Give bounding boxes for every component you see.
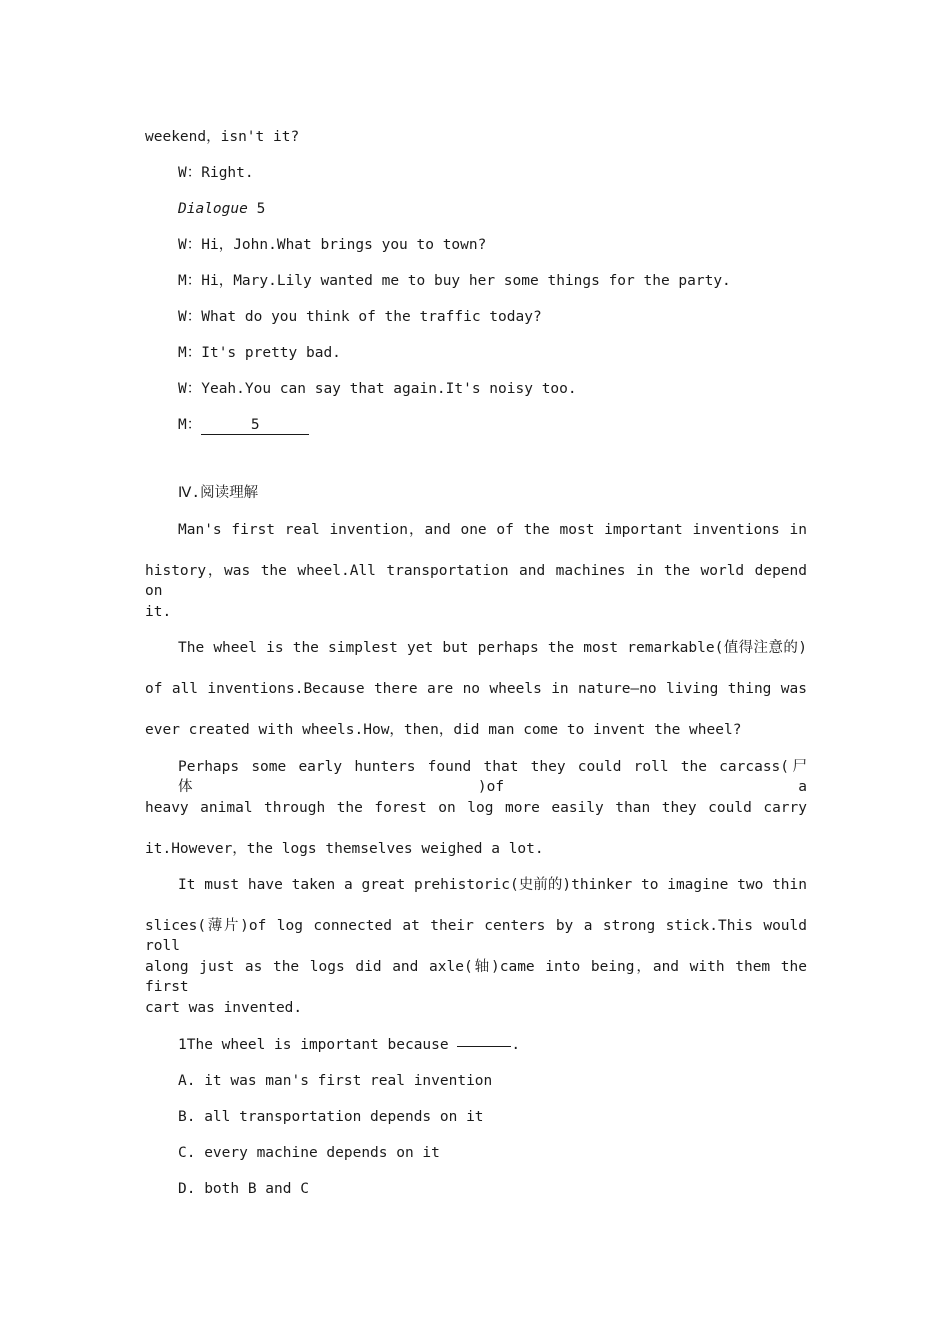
- paragraph-4-line-2: slices(薄片)of log connected at their centers by a strong stick.This would roll: [145, 918, 807, 954]
- dialogue-5-title: [178, 199, 265, 219]
- answer-blank-5: 5: [201, 416, 309, 435]
- paragraph-2-line-1: The wheel is the simplest yet but perhaps the most remarkable(值得注意的): [178, 640, 807, 656]
- paragraph-1-line-2: history，was the wheel.All transportation and machines in the world depend on: [145, 563, 807, 599]
- paragraph-3-line-3: it.However，the logs themselves weighed a lot.: [145, 841, 544, 857]
- question-option-b: B. all transportation depends on it: [178, 1109, 484, 1125]
- paragraph-4-line-3: along just as the logs did and axle(轴)came into being，and with them the first: [145, 959, 807, 995]
- dialogue-line: M：Hi，Mary.Lily wanted me to buy her some things for the party.: [178, 273, 731, 289]
- paragraph-4-line-4: cart was invented.: [145, 1000, 303, 1016]
- paragraph-3-line-2: heavy animal through the forest on log more easily than they could carry: [145, 800, 807, 816]
- dialogue-prev-reply: W：Right.: [178, 165, 254, 181]
- blank-speaker: M：: [178, 417, 202, 433]
- section-heading: Ⅳ.阅读理解: [178, 485, 259, 501]
- paragraph-1-line-1: Man's first real invention，and one of the most important inventions in: [178, 522, 807, 538]
- question-1-stem: [178, 1035, 520, 1055]
- dialogue-line: W：What do you think of the traffic today?: [178, 309, 542, 325]
- paragraph-2-line-2: of all inventions.Because there are no wheels in nature—no living thing was: [145, 681, 807, 697]
- dialogue-line: W：Hi，John.What brings you to town?: [178, 237, 487, 253]
- question-stem-text: 1The wheel is important because: [178, 1037, 458, 1053]
- paragraph-2-line-3: ever created with wheels.How，then，did man come to invent the wheel?: [145, 722, 742, 738]
- question-option-d: D. both B and C: [178, 1181, 309, 1197]
- dialogue-line: W：Yeah.You can say that again.It's noisy too.: [178, 381, 577, 397]
- question-blank: [457, 1046, 511, 1047]
- question-stem-end: .: [511, 1037, 521, 1053]
- paragraph-1-line-3: it.: [145, 604, 172, 620]
- dialogue-blank-line: [178, 415, 309, 435]
- question-option-c: C. every machine depends on it: [178, 1145, 440, 1161]
- dialogue-line: M：It's pretty bad.: [178, 345, 341, 361]
- paragraph-3-line-1: Perhaps some early hunters found that they could roll the carcass(尸体)of a: [178, 759, 807, 795]
- dialogue-title-number: 5: [247, 201, 266, 217]
- paragraph-4-line-1: It must have taken a great prehistoric(史前的)thinker to imagine two thin: [178, 877, 807, 893]
- question-option-a: A. it was man's first real invention: [178, 1073, 493, 1089]
- dialogue-prev-tail: weekend，isn't it?: [145, 129, 300, 145]
- dialogue-title-word: Dialogue: [178, 201, 248, 217]
